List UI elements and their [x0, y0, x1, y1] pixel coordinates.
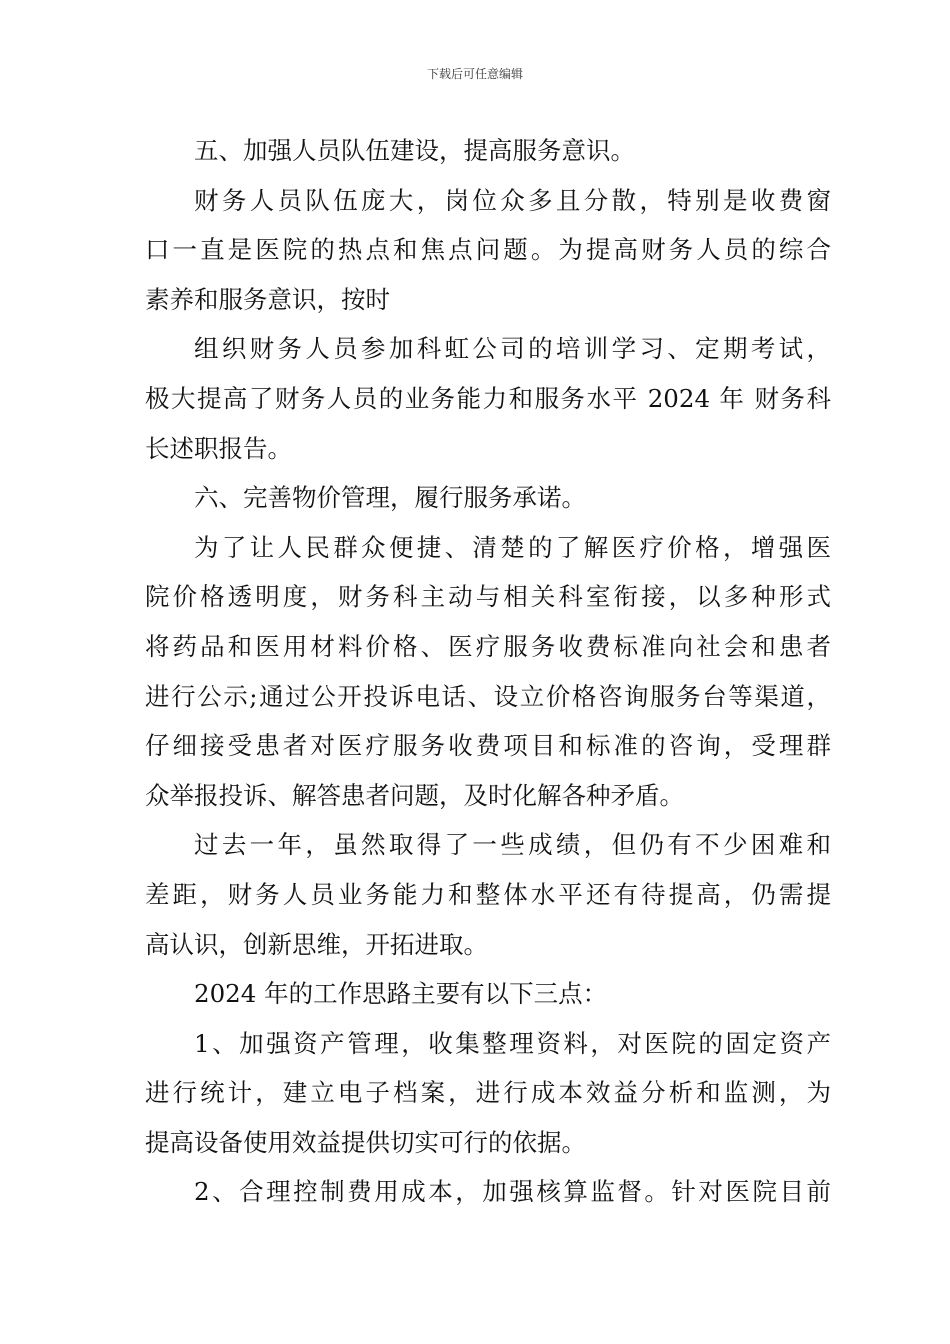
text-line: 提高设备使用效益提供切实可行的依据。 [145, 1127, 586, 1157]
text-line: 院价格透明度，财务科主动与相关科室衔接，以多种形式 [145, 582, 831, 612]
paragraph-plan-item-2 [145, 1167, 831, 1217]
page-header: 下载后可任意编辑 [426, 67, 523, 81]
text-line: 长述职报告。 [145, 433, 292, 463]
document-body [145, 126, 831, 1217]
text-line: 差距，财务人员业务能力和整体水平还有待提高，仍需提 [145, 879, 831, 909]
paragraph-training [145, 324, 831, 473]
text-line: 2、合理控制费用成本，加强核算监督。针对医院目前 [194, 1177, 831, 1207]
text-line: 2024 年的工作思路主要有以下三点： [194, 979, 608, 1009]
text-line: 过去一年，虽然取得了一些成绩，但仍有不少困难和 [194, 830, 831, 860]
text-line: 极大提高了财务人员的业务能力和服务水平 2024 年 财务科 [145, 383, 831, 413]
text-line: 将药品和医用材料价格、医疗服务收费标准向社会和患者 [145, 631, 831, 661]
text-line: 口一直是医院的热点和焦点问题。为提高财务人员的综合 [145, 235, 831, 265]
text-line: 仔细接受患者对医疗服务收费项目和标准的咨询，受理群 [145, 731, 831, 761]
text-line: 进行统计，建立电子档案，进行成本效益分析和监测，为 [145, 1078, 831, 1108]
paragraph-staff-team [145, 176, 831, 325]
paragraph-past-year [145, 820, 831, 969]
text-line: 高认识，创新思维，开拓进取。 [145, 929, 488, 959]
text-line: 素养和服务意识，按时 [145, 284, 390, 314]
paragraph-plan-item-1 [145, 1019, 831, 1168]
paragraph-section-six-heading [145, 473, 831, 523]
text-line: 五、加强人员队伍建设，提高服务意识。 [194, 136, 635, 165]
paragraph-price-transparency [145, 523, 831, 821]
paragraph-work-plan-intro [145, 969, 831, 1019]
text-line: 进行公示;通过公开投诉电话、设立价格咨询服务台等渠道， [145, 681, 831, 711]
text-line: 1、加强资产管理，收集整理资料，对医院的固定资产 [194, 1028, 831, 1058]
text-line: 组织财务人员参加科虹公司的培训学习、定期考试， [194, 334, 831, 364]
text-line: 众举报投诉、解答患者问题，及时化解各种矛盾。 [145, 780, 684, 810]
text-line: 六、完善物价管理，履行服务承诺。 [194, 483, 586, 513]
text-line: 财务人员队伍庞大，岗位众多且分散，特别是收费窗 [194, 185, 831, 215]
text-line: 为了让人民群众便捷、清楚的了解医疗价格，增强医 [194, 532, 831, 562]
paragraph-section-five-heading [145, 126, 831, 176]
